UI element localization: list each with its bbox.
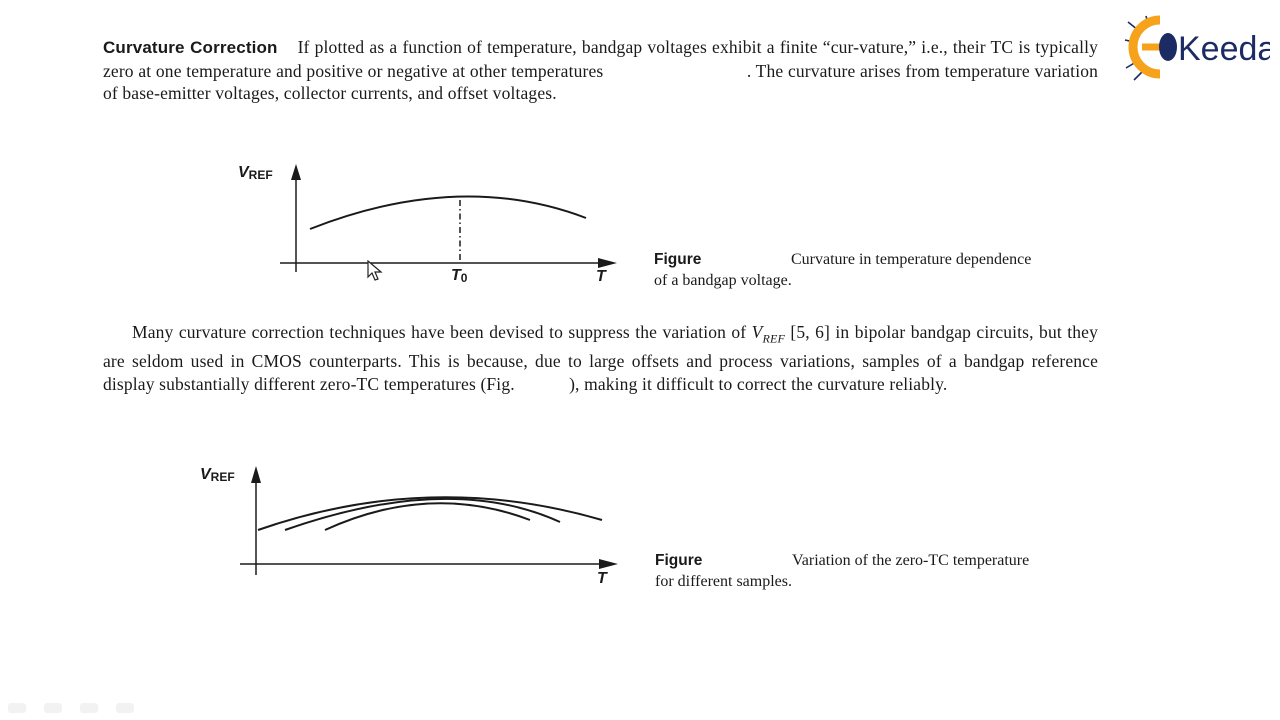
vref-curve <box>310 196 586 229</box>
sample-curve-3 <box>325 503 530 530</box>
vref-symbol: $V_{REF}$ <box>751 322 785 346</box>
figure-1-caption <box>654 249 1034 291</box>
mouse-pointer-icon <box>367 260 383 287</box>
body-text-c: ), making it difficult to correct the curvature reliably. <box>569 373 948 394</box>
x-axis-arrow-icon <box>598 258 617 268</box>
ekeeda-logo <box>1120 10 1270 88</box>
intro-text-b: . The curvature arises from temperature variation of base-emitter voltages, collector currents, and offset voltages. <box>103 60 1099 104</box>
figure-1-caption-text: Curvature in temperature dependence of a bandgap voltage. <box>654 251 1032 289</box>
bulb-logo-icon <box>1120 10 1270 88</box>
y-axis-label-2: VREF <box>200 466 235 484</box>
figure-1-graph <box>230 155 630 290</box>
y-axis-arrow-icon <box>291 164 301 180</box>
body-text-a: Many curvature correction techniques have been devised to suppress the variation of <box>132 322 747 342</box>
x-axis-label: T <box>596 268 606 285</box>
previous-slide-icon[interactable] <box>8 703 26 713</box>
pen-tool-icon[interactable] <box>44 703 62 713</box>
slide-menu-icon[interactable] <box>80 703 98 713</box>
section-heading: Curvature Correction <box>103 38 278 57</box>
figure-2-caption <box>655 550 1035 592</box>
figure-2-label: Figure <box>655 552 703 569</box>
y-axis-arrow-2-icon <box>251 466 261 483</box>
y-axis-label: VREF <box>238 164 273 182</box>
body-text-b: [5, 6] in bipolar bandgap circuits, but they are seldom used in CMOS counterparts. This is because, due to large offsets and process variations, samples of a bandgap reference display substantially different zero-TC temperatures (Fig. <box>103 322 1098 394</box>
body-paragraph <box>103 321 1098 395</box>
figure-1-label: Figure <box>654 251 702 268</box>
figure-2-caption-text: Variation of the zero-TC temperature for different samples. <box>655 552 1030 590</box>
sample-curve-1 <box>258 497 602 530</box>
intro-text-a: If plotted as a function of temperature, bandgap voltages exhibit a finite “cur-vature,” i.e., their TC is typically zero at one temperature and positive or negative at other temperatures <box>103 37 1098 81</box>
intro-paragraph <box>103 36 1098 105</box>
slideshow-controls[interactable] <box>8 703 134 713</box>
t0-label: T0 <box>451 267 468 285</box>
x-axis-label-2: T <box>597 570 607 587</box>
x-axis-arrow-2-icon <box>599 559 618 569</box>
next-slide-icon[interactable] <box>116 703 134 713</box>
figure-2-graph <box>195 455 630 590</box>
logo-text: Keeda <box>1178 30 1270 68</box>
